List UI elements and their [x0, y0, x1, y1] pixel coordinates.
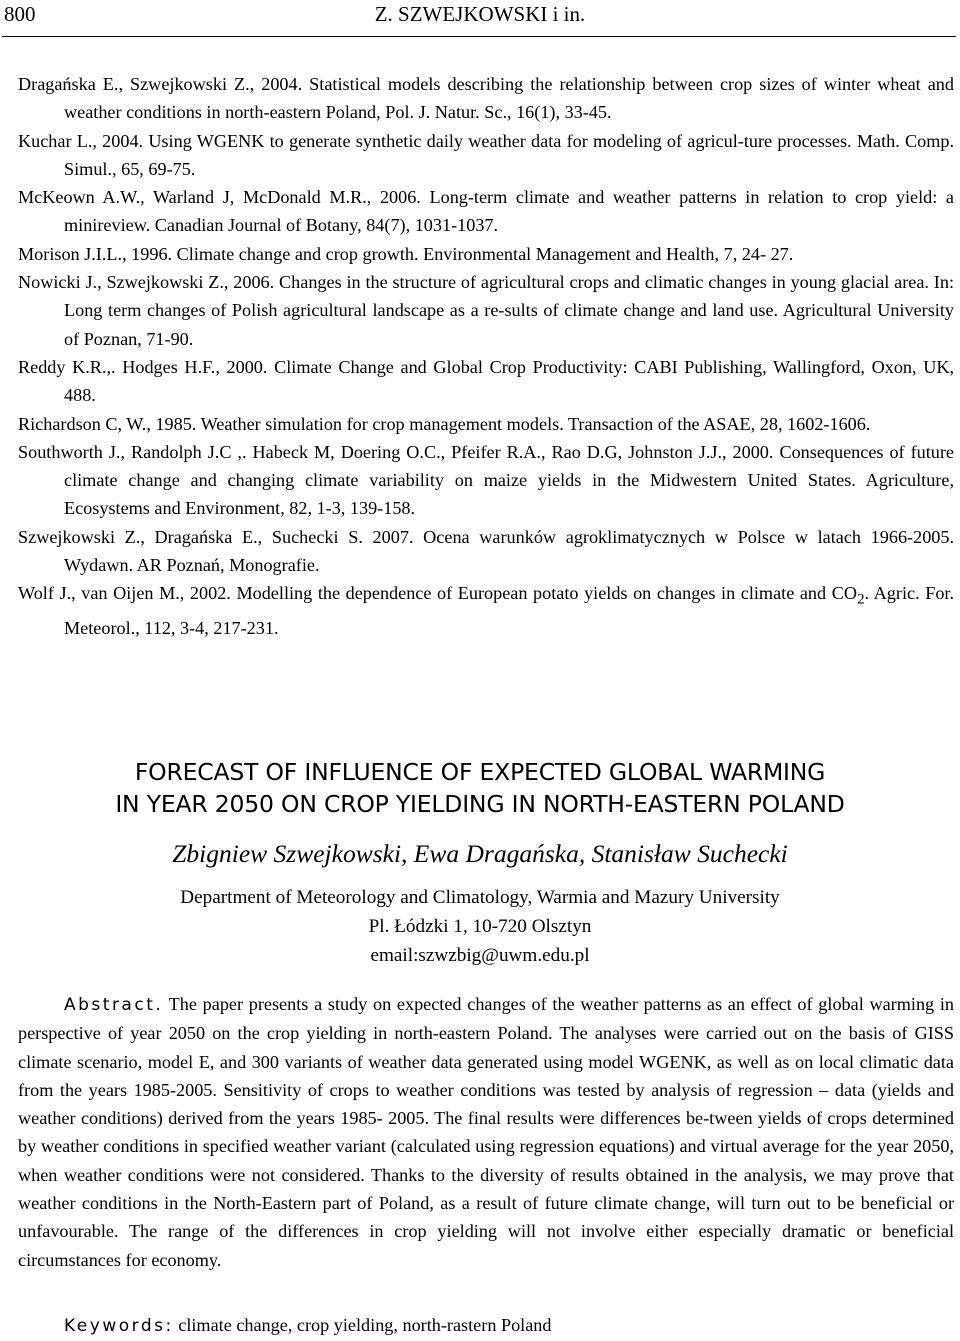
article-title [0, 756, 960, 820]
running-head: Z. SZWEJKOWSKI i in. [374, 2, 586, 26]
reference-item: Richardson C, W., 1985. Weather simulation for crop management models. Transaction of the ASAE, 28, 1602-1606. [18, 413, 871, 434]
page-number: 800 [4, 2, 36, 26]
abstract-label: Abstract. [64, 995, 164, 1015]
reference-item: Morison J.I.L., 1996. Climate change and crop growth. Environmental Management and Health, 7, 24- 27. [18, 243, 794, 264]
abstract-text: The paper presents a study on expected changes of the weather patterns as an effect of global warming in perspective of year 2050 on the crop yielding in north-eastern Poland. The analyses were carried out on the basis of GISS climate scenario, model E, and 300 variants of weather data generated using model WGENK, as well as on local climatic data from the years 1985-2005. Sensitivity of crops to weather conditions was tested by analysis of regression – data (yields and weather conditions) derived from the years 1985- 2005. The final results were differences be-tween yields of crops determined by weather conditions in specified weather variant (calculated using regression equations) and virtual average for the year 2050, when weather conditions were not considered. Thanks to the diversity of results obtained in the analysis, we may prove that weather conditions in the North-Eastern part of Poland, as a result of future climate change, will turn out to be beneficial or unfavourable. The range of the differences in crop yielding will not involve either especially dramatic or beneficial circumstances for economy. [18, 994, 954, 1270]
page-header [0, 0, 960, 40]
reference-item: Szwejkowski Z., Dragańska E., Suchecki S. 2007. Ocena warunków agroklimatycznych w Polsce w latach 1966-2005. Wydawn. AR Poznań, Monografie. [18, 526, 955, 576]
title-line: IN YEAR 2050 ON CROP YIELDING IN NORTH-EASTERN POLAND [115, 790, 845, 818]
reference-list [18, 70, 954, 643]
reference-item: Kuchar L., 2004. Using WGENK to generate synthetic daily weather data for modeling of agricul-ture processes. Math. Comp. Simul., 65, 69-75. [18, 130, 954, 179]
reference-item: Wolf J., van Oijen M., 2002. Modelling the dependence of European potato yields on changes in climate and $CO_2$. Agric. For. Meteorol., 112, 3-4, 217-231. [18, 583, 955, 639]
reference-item: McKeown A.W., Warland J, McDonald M.R., 2006. Long-term climate and weather patterns in relation to crop yield: a minireview. Canadian Journal of Botany, 84(7), 1031-1037. [18, 187, 955, 236]
article-authors: Zbigniew Szwejkowski, Ewa Dragańska, Stanisław Suchecki [172, 839, 788, 868]
reference-item: Reddy K.R.,. Hodges H.F., 2000. Climate Change and Global Crop Productivity: CABI Publishing, Wallingford, Oxon, UK, 488. [18, 356, 955, 406]
keywords [64, 1311, 551, 1340]
reference-item: Southworth J., Randolph J.C ,. Habeck M, Doering O.C., Pfeifer R.A., Rao D.G, Johnston J.J., 2000. Consequences of future climate change and changing climate variability on maize yields in the Midwestern United States. Agriculture, Ecosystems and Environment, 82, 1-3, 139-158. [18, 441, 955, 519]
header-rule [2, 36, 956, 37]
affiliation: Department of Meteorology and Climatology, Warmia and Mazury University [180, 887, 780, 908]
reference-item: Dragańska E., Szwejkowski Z., 2004. Statistical models describing the relationship between crop sizes of winter wheat and weather conditions in north-eastern Poland, Pol. J. Natur. Sc., 16(1), 33-45. [18, 74, 954, 123]
email: email:szwzbig@uwm.edu.pl [370, 945, 590, 966]
keywords-label: Keywords: [64, 1316, 174, 1336]
reference-item: Nowicki J., Szwejkowski Z., 2006. Changes in the structure of agricultural crops and climatic changes in young glacial area. In: Long term changes of Polish agricultural landscape as a re-sults of climate change and land use. Agricultural University of Poznan, 71-90. [18, 272, 954, 349]
abstract [18, 990, 954, 1274]
keywords-text: climate change, crop yielding, north-rastern Poland [178, 1315, 552, 1335]
title-line: FORECAST OF INFLUENCE OF EXPECTED GLOBAL WARMING [134, 758, 826, 786]
affiliation-block [0, 883, 960, 970]
address: Pl. Łódzki 1, 10-720 Olsztyn [368, 916, 592, 937]
